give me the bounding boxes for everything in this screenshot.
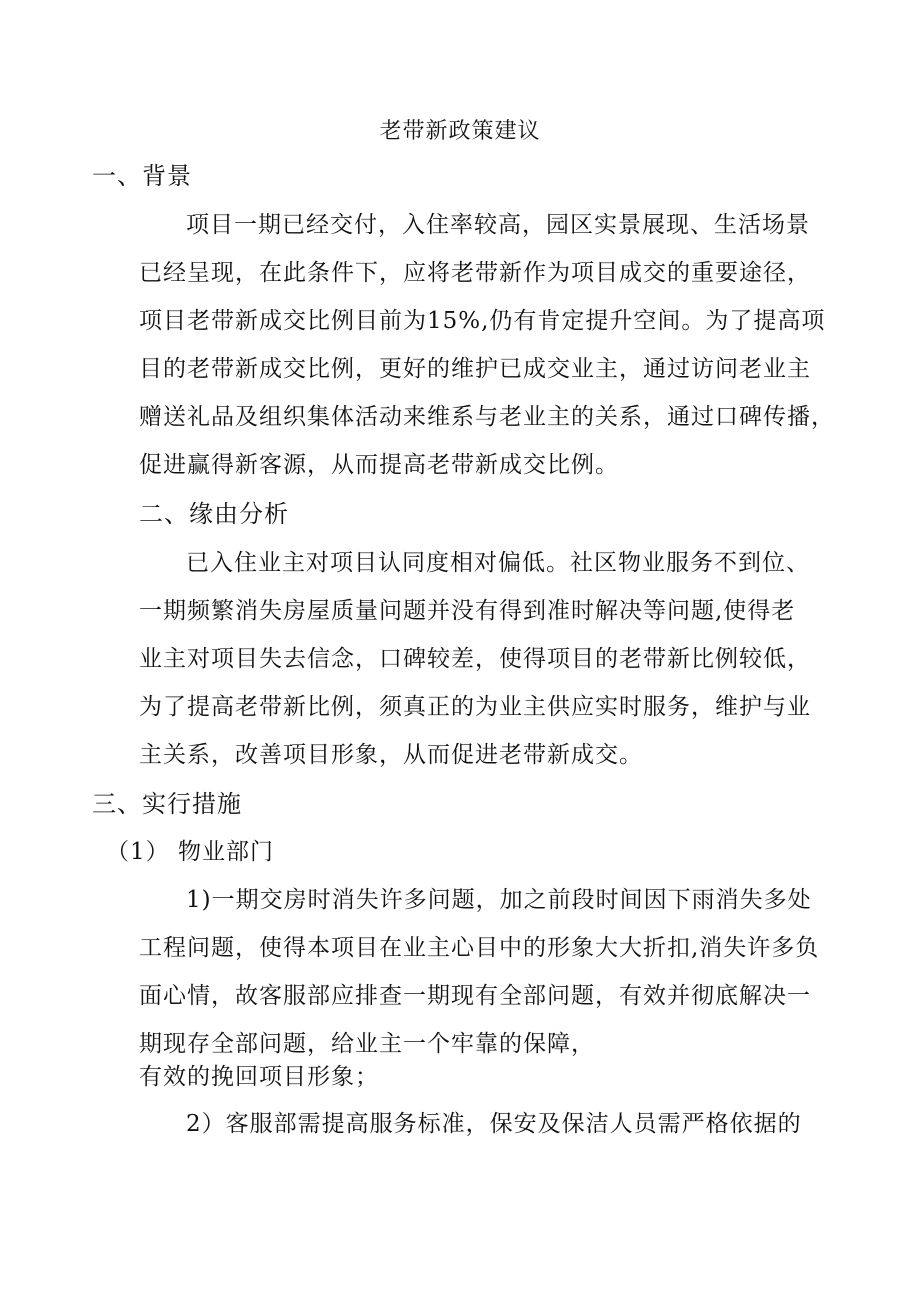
section-heading-cause-analysis: 二、缘由分析 bbox=[139, 500, 289, 528]
list-item-line: 有效的挽回项目形象； bbox=[139, 1064, 379, 1090]
paragraph-line: 为了提高老带新比例，须真正的为业主供应实时服务，维护与业 bbox=[139, 694, 811, 720]
paragraph-line: 项目老带新成交比例目前为15%,仍有肯定提升空间。为了提高项 bbox=[139, 308, 826, 334]
section-heading-background: 一、背景 bbox=[92, 162, 192, 190]
paragraph-line: 促进赢得新客源，从而提高老带新成交比例。 bbox=[139, 452, 619, 478]
list-item-line: 期现存全部问题，给业主一个牢靠的保障， bbox=[139, 1031, 595, 1057]
paragraph-line: 一期频繁消失房屋质量问题并没有得到准时解决等问题,使得老 bbox=[139, 598, 796, 624]
paragraph-line: 目的老带新成交比例，更好的维护已成交业主，通过访问老业主 bbox=[139, 356, 811, 382]
document-title: 老带新政策建议 bbox=[379, 119, 541, 144]
paragraph-line: 赠送礼品及组织集体活动来维系与老业主的关系，通过口碑传播， bbox=[139, 404, 835, 430]
list-item-line: 工程问题，使得本项目在业主心目中的形象大大折扣,消失许多负 bbox=[139, 935, 820, 961]
list-item-line: 面心情，故客服部应排查一期现有全部问题，有效并彻底解决一 bbox=[139, 983, 811, 1009]
list-item-line: 2）客服部需提高服务标准，保安及保洁人员需严格依据的 bbox=[186, 1111, 802, 1137]
paragraph-line: 业主对项目失去信念，口碑较差，使得项目的老带新比例较低， bbox=[139, 646, 811, 672]
list-item-line: 1)一期交房时消失许多问题，加之前段时间因下雨消失多处 bbox=[186, 887, 812, 913]
paragraph-line: 项目一期已经交付，入住率较高，园区实景展现、生活场景 bbox=[186, 212, 810, 238]
paragraph-line: 已经呈现，在此条件下，应将老带新作为项目成交的重要途径， bbox=[139, 260, 811, 286]
subsection-heading-property-dept: （1） 物业部门 bbox=[106, 839, 274, 865]
paragraph-line: 已入住业主对项目认同度相对偏低。社区物业服务不到位、 bbox=[186, 550, 810, 576]
section-heading-measures: 三、实行措施 bbox=[92, 790, 242, 818]
paragraph-line: 主关系，改善项目形象，从而促进老带新成交。 bbox=[139, 742, 643, 768]
